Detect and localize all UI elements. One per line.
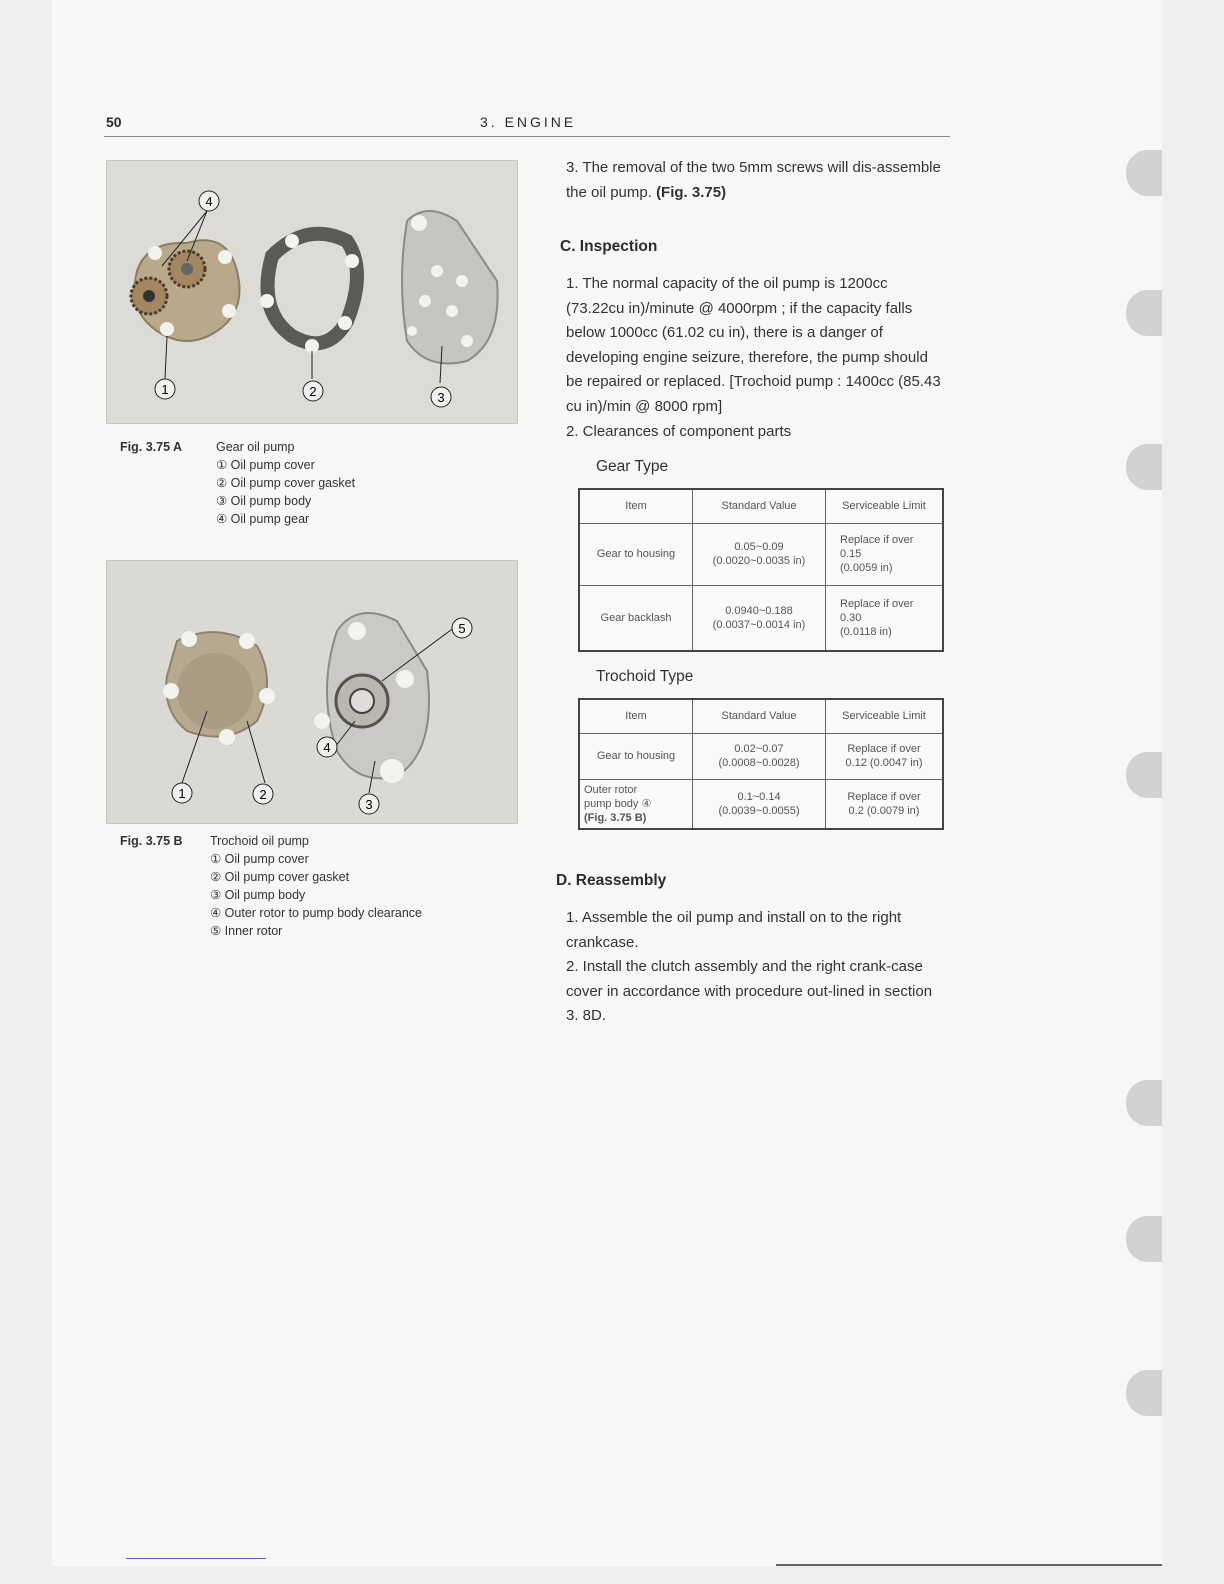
- fig-b-item-3: ③ Oil pump body: [210, 888, 306, 902]
- troch-col-item: Item: [579, 699, 693, 733]
- gear-row2-std-mm: 0.0940~0.188: [725, 604, 793, 617]
- troch-row1-standard: [693, 733, 826, 779]
- gear-row1-std-mm: 0.05~0.09: [734, 541, 784, 553]
- fig-b-callout-3: 3: [365, 797, 373, 812]
- bottom-rule-left: [126, 1558, 266, 1559]
- troch-row2-item-line1: Outer rotor: [584, 783, 638, 796]
- gear-row1-lim-in: (0.0059 in): [840, 562, 893, 574]
- section-c-heading: C. Inspection: [560, 238, 658, 255]
- gear-col-limit: Serviceable Limit: [826, 489, 944, 523]
- fig-a-item-2: ② Oil pump cover gasket: [216, 476, 356, 490]
- gear-col-item: Item: [579, 489, 693, 523]
- gear-row1-std-in: (0.0020~0.0035 in): [712, 555, 806, 567]
- fig-a-callout-4: 4: [205, 194, 213, 209]
- fig-b-item-5: ⑤ Inner rotor: [210, 924, 283, 938]
- gear-row1-lim-mm: 0.15: [840, 548, 862, 560]
- troch-row1-limit: [826, 733, 944, 779]
- binder-hole: [1126, 444, 1162, 490]
- gear-row1-limit: [826, 523, 944, 585]
- gear-row2-item: Gear backlash: [579, 585, 693, 651]
- troch-row2-item-line2: pump body ④: [584, 797, 652, 810]
- binder-hole: [1126, 290, 1162, 336]
- fig-b-callout-5: 5: [458, 621, 466, 636]
- figure-a-photo: [106, 160, 518, 424]
- binder-hole: [1126, 1080, 1162, 1126]
- step-3-paragraph: [566, 156, 948, 205]
- table-row: [579, 523, 943, 585]
- troch-row2-standard: [693, 779, 826, 829]
- binder-hole: [1126, 1216, 1162, 1262]
- reassembly-step-1: 1. Assemble the oil pump and install on to the right crankcase.: [566, 909, 902, 951]
- troch-col-limit: Serviceable Limit: [826, 699, 944, 733]
- gear-row2-standard: [693, 585, 826, 651]
- fig-a-callout-3: 3: [437, 390, 445, 405]
- fig-a-number: Fig. 3.75 A: [120, 440, 183, 454]
- binder-hole: [1126, 752, 1162, 798]
- step-3-fig-ref: (Fig. 3.75): [656, 183, 727, 201]
- fig-b-callout-4: 4: [323, 740, 331, 755]
- fig-a-callout-1: 1: [161, 382, 169, 397]
- troch-row1-item: Gear to housing: [579, 733, 693, 779]
- step-3-text: 3. The removal of the two 5mm screws will dis-assemble the oil pump.: [566, 159, 941, 201]
- troch-row2-limit: [826, 779, 944, 829]
- fig-a-callout-2: 2: [309, 384, 317, 399]
- fig-b-item-4: ④ Outer rotor to pump body clearance: [210, 906, 423, 920]
- gear-row2-limit: [826, 585, 944, 651]
- fig-a-item-1: ① Oil pump cover: [216, 458, 315, 472]
- fig-a-item-4: ④ Oil pump gear: [216, 512, 310, 526]
- fig-b-item-1: ① Oil pump cover: [210, 852, 309, 866]
- binder-hole: [1126, 150, 1162, 196]
- reassembly-step-2: 2. Install the clutch assembly and the right crank-case cover in accordance with procedure out-lined in section 3. 8D.: [566, 958, 933, 1024]
- gear-col-standard: Standard Value: [693, 489, 826, 523]
- fig-b-callout-1: 1: [178, 786, 186, 801]
- table-row: [579, 733, 943, 779]
- troch-row1-lim-text: Replace if over: [847, 743, 921, 755]
- table-row: [579, 585, 943, 651]
- gear-type-table: [578, 488, 944, 652]
- fig-b-item-2: ② Oil pump cover gasket: [210, 870, 350, 884]
- inspection-step-2: 2. Clearances of component parts: [566, 423, 792, 440]
- fig-b-callout-2: 2: [259, 787, 267, 802]
- table-row: [579, 779, 943, 829]
- gear-row1-standard: [693, 523, 826, 585]
- troch-col-standard: Standard Value: [693, 699, 826, 733]
- troch-row2-std-in: (0.0039~0.0055): [718, 804, 800, 817]
- troch-row2-std-mm: 0.1~0.14: [737, 790, 781, 803]
- gear-row1-lim-text: Replace if over: [840, 534, 914, 546]
- troch-row2-item-line3: (Fig. 3.75 B): [584, 811, 647, 824]
- figure-b-photo: [106, 560, 518, 824]
- header-rule: [104, 136, 950, 137]
- bottom-rule-right: [776, 1564, 1162, 1566]
- section-d-heading: D. Reassembly: [556, 872, 667, 889]
- trochoid-type-heading: Trochoid Type: [596, 668, 694, 685]
- troch-row1-std-in: (0.0008~0.0028): [718, 757, 800, 769]
- figure-a-caption: [120, 438, 520, 538]
- gear-row2-lim-text: Replace if over: [840, 597, 914, 610]
- gear-type-heading: Gear Type: [596, 458, 669, 475]
- fig-a-item-3: ③ Oil pump body: [216, 494, 312, 508]
- figure-b-caption: [120, 832, 540, 942]
- troch-row1-lim-value: 0.12 (0.0047 in): [845, 757, 923, 769]
- troch-row2-lim-text: Replace if over: [847, 790, 921, 803]
- gear-row2-std-in: (0.0037~0.0014 in): [712, 618, 806, 631]
- trochoid-type-table: [578, 698, 944, 830]
- gear-row2-lim-mm: 0.30: [840, 611, 862, 624]
- inspection-step-1: 1. The normal capacity of the oil pump is 1200cc (73.22cu in)/minute @ 4000rpm ; if the capacity falls below 1000cc (61.02 cu in), there is a danger of developing engine seizure, therefore, the pump should be repaired or replaced. [Trochoid pump : 1400cc (85.43 cu in)/min @ 8000 rpm]: [566, 275, 941, 415]
- binder-hole: [1126, 1370, 1162, 1416]
- troch-row1-std-mm: 0.02~0.07: [734, 743, 784, 755]
- troch-row2-lim-value: 0.2 (0.0079 in): [848, 804, 920, 817]
- fig-b-number: Fig. 3.75 B: [120, 834, 183, 848]
- troch-row2-item: [579, 779, 693, 829]
- chapter-title: 3. ENGINE: [480, 114, 577, 130]
- fig-b-title: Trochoid oil pump: [210, 834, 309, 848]
- fig-a-title: Gear oil pump: [216, 440, 295, 454]
- gear-row2-lim-in: (0.0118 in): [840, 625, 892, 638]
- gear-row1-item: Gear to housing: [579, 523, 693, 585]
- page-number: 50: [106, 114, 122, 130]
